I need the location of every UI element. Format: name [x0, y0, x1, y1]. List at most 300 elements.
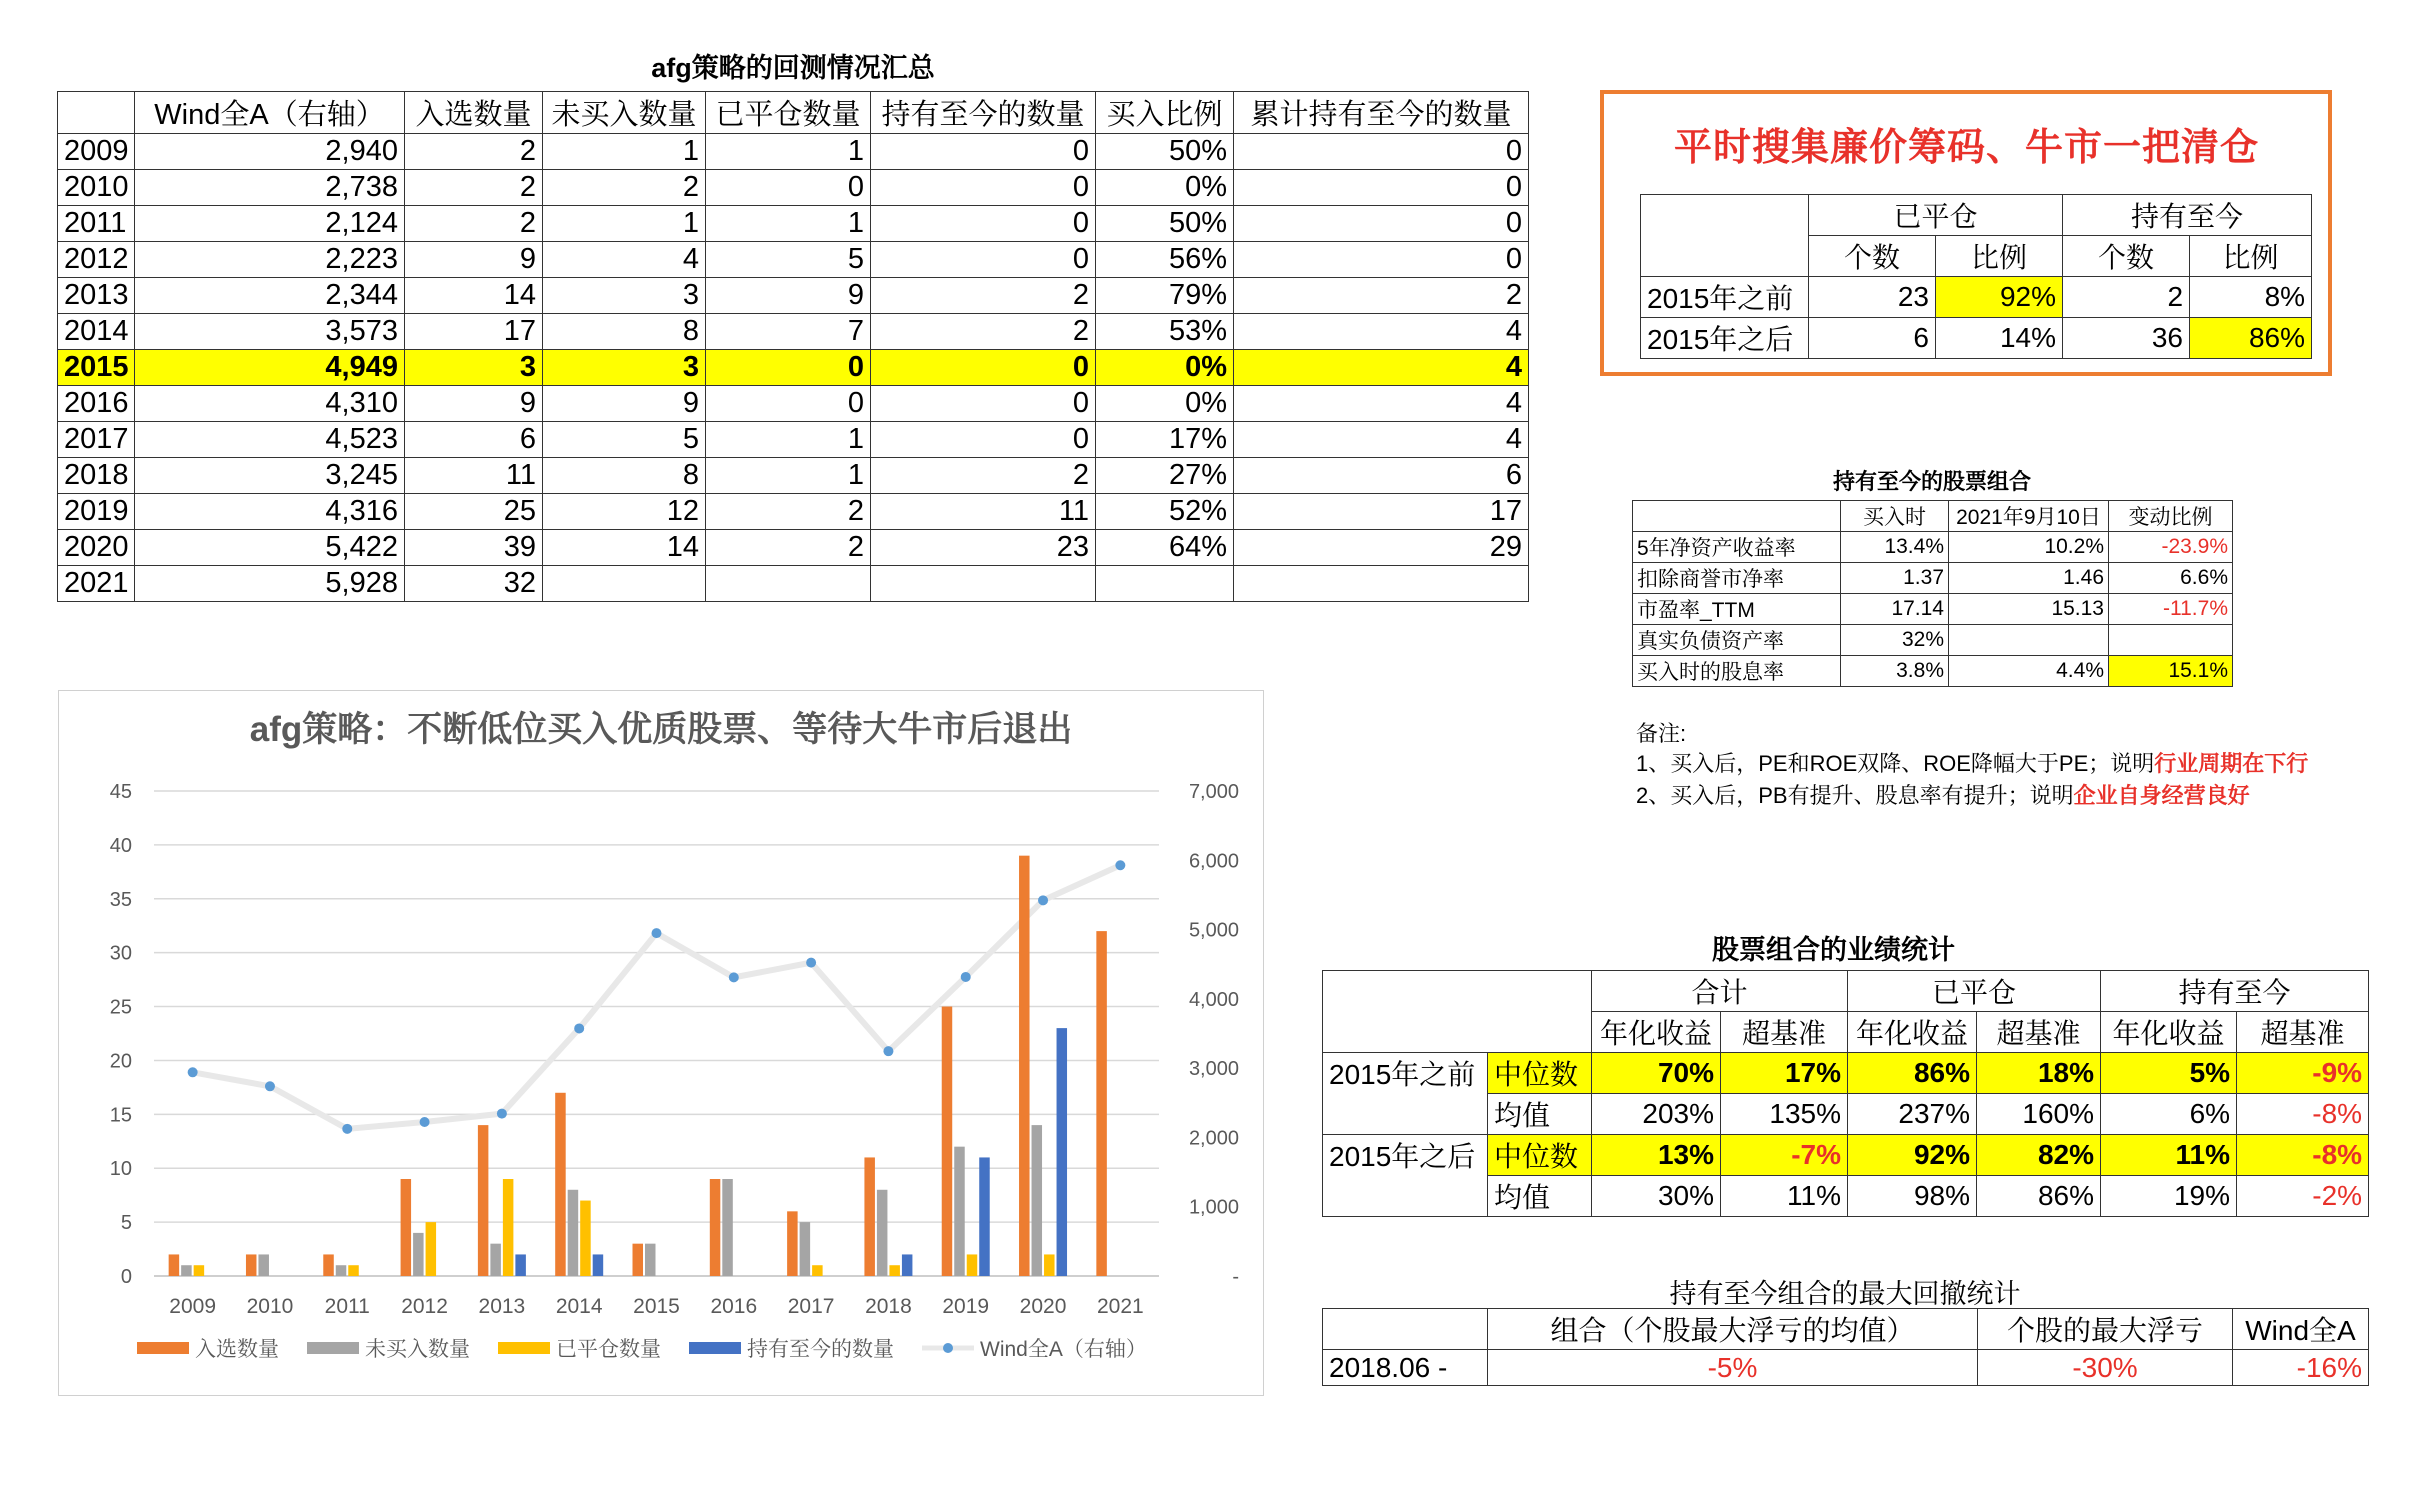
perf-period: 2015年之后: [1323, 1135, 1488, 1217]
x-tick-label: 2011: [324, 1295, 370, 1318]
table-cell: 32: [405, 566, 543, 602]
note-2-emphasis: 企业自身经营良好: [2073, 783, 2250, 808]
drawdown-header: Wind全A: [2233, 1309, 2369, 1350]
right-tick-label: 2,000: [1188, 1127, 1239, 1150]
bar-1: [710, 1179, 721, 1276]
drawdown-header: 组合（个股最大浮亏的均值）: [1488, 1309, 1978, 1350]
callout-title: 平时搜集廉价筹码、牛市一把清仓: [1674, 127, 2260, 169]
table-row: [58, 314, 1529, 350]
wind-point: [729, 972, 739, 982]
table-row: [58, 386, 1529, 422]
bar-3: [812, 1265, 823, 1276]
table-row: [1323, 1135, 2369, 1176]
table-cell: 4: [543, 242, 706, 278]
wind-line-series: [188, 860, 1126, 1134]
perf-cell: 17%: [1721, 1053, 1848, 1094]
table-row: [58, 422, 1529, 458]
holdings-row-label: 市盈率_TTM: [1633, 594, 1841, 625]
table-cell: 0: [706, 170, 871, 206]
holdings-cell: 13.4%: [1841, 532, 1949, 563]
main-table-header: 持有至今的数量: [871, 92, 1096, 134]
bar-1: [1096, 931, 1107, 1276]
callout-cell: 86%: [2190, 318, 2312, 359]
table-cell: 4: [1234, 386, 1529, 422]
table-cell: 1: [543, 134, 706, 170]
holdings-cell: 32%: [1841, 625, 1949, 656]
table-cell: 25: [405, 494, 543, 530]
table-cell: 1: [706, 422, 871, 458]
perf-group-total: 合计: [1592, 971, 1848, 1012]
table-row: [58, 458, 1529, 494]
bar-4: [979, 1157, 990, 1276]
wind-point: [1115, 860, 1125, 870]
bar-3: [348, 1265, 359, 1276]
table-cell: 2: [706, 530, 871, 566]
table-cell: 0: [871, 170, 1096, 206]
callout-cell: 8%: [2190, 277, 2312, 318]
table-row: [58, 206, 1529, 242]
table-cell: 5: [543, 422, 706, 458]
x-tick-label: 2010: [246, 1295, 294, 1318]
x-tick-label: 2020: [1019, 1295, 1067, 1318]
bar-2: [722, 1179, 733, 1276]
table-cell: 17%: [1096, 422, 1234, 458]
drawdown-cell: -16%: [2233, 1350, 2369, 1386]
table-cell: 3,245: [135, 458, 405, 494]
chart-svg: [59, 691, 1263, 1395]
table-row: [58, 170, 1529, 206]
perf-subheader: 年化收益: [1848, 1012, 1977, 1053]
table-row: [1323, 1053, 2369, 1094]
bar-3: [967, 1254, 978, 1276]
right-tick-label: 6,000: [1188, 850, 1239, 873]
drawdown-table: [1322, 1308, 2369, 1386]
note-line-1: [1636, 747, 2308, 778]
callout-subheader: 比例: [2190, 236, 2312, 277]
holdings-header: 2021年9月10日: [1949, 501, 2109, 532]
perf-stat-label: 中位数: [1488, 1053, 1592, 1094]
x-axis: [169, 1295, 1143, 1318]
callout-subheader: 个数: [1809, 236, 1936, 277]
bar-2: [336, 1265, 347, 1276]
legend-label: 已平仓数量: [556, 1338, 661, 1361]
perf-subheader: 超基准: [1721, 1012, 1848, 1053]
table-cell: 0: [871, 386, 1096, 422]
drawdown-cell: -30%: [1978, 1350, 2233, 1386]
table-cell: 39: [405, 530, 543, 566]
x-tick-label: 2013: [478, 1295, 526, 1318]
left-axis: [110, 781, 132, 1288]
wind-point: [1038, 895, 1048, 905]
holdings-header: 买入时: [1841, 501, 1949, 532]
perf-corner: [1323, 971, 1592, 1053]
callout-cell: 36: [2063, 318, 2190, 359]
drawdown-corner: [1323, 1309, 1488, 1350]
notes-heading: 备注:: [1636, 721, 1687, 746]
perf-period: 2015年之前: [1323, 1053, 1488, 1135]
drawdown-period: 2018.06 -: [1323, 1350, 1488, 1386]
left-tick-label: 5: [120, 1212, 132, 1235]
year-cell: 2014: [58, 314, 135, 350]
perf-subheader: 超基准: [2237, 1012, 2369, 1053]
callout-subheader: 比例: [1936, 236, 2063, 277]
bar-2: [568, 1190, 579, 1276]
x-tick-label: 2017: [787, 1295, 835, 1318]
bar-4: [593, 1254, 604, 1276]
table-cell: 2: [405, 134, 543, 170]
wind-point: [961, 972, 971, 982]
bar-3: [503, 1179, 514, 1276]
table-cell: 0: [706, 350, 871, 386]
x-tick-label: 2018: [865, 1295, 912, 1318]
callout-row-label: 2015年之前: [1641, 277, 1809, 318]
bar-1: [555, 1093, 566, 1276]
table-cell: 50%: [1096, 134, 1234, 170]
table-cell: 0%: [1096, 350, 1234, 386]
table-cell: 9: [405, 242, 543, 278]
bar-2: [181, 1265, 192, 1276]
holdings-corner: [1633, 501, 1841, 532]
table-cell: 27%: [1096, 458, 1234, 494]
wind-point: [806, 958, 816, 968]
right-axis: [1189, 781, 1239, 1288]
table-cell: 2,738: [135, 170, 405, 206]
bar-2: [413, 1233, 424, 1276]
drawdown-cell: -5%: [1488, 1350, 1978, 1386]
holdings-cell: 15.1%: [2109, 656, 2233, 687]
table-cell: 1: [706, 458, 871, 494]
bar-1: [787, 1211, 798, 1276]
table-cell: 50%: [1096, 206, 1234, 242]
bar-1: [633, 1244, 644, 1276]
table-cell: 0: [871, 134, 1096, 170]
year-cell: 2012: [58, 242, 135, 278]
right-tick-label: 7,000: [1188, 781, 1239, 803]
perf-cell: -9%: [2237, 1053, 2369, 1094]
table-row: [58, 134, 1529, 170]
table-row: [58, 242, 1529, 278]
left-tick-label: 20: [109, 1050, 132, 1073]
table-row: [58, 566, 1529, 602]
left-tick-label: 0: [120, 1266, 132, 1288]
table-cell: 2,344: [135, 278, 405, 314]
x-tick-label: 2015: [633, 1295, 680, 1318]
perf-cell: 135%: [1721, 1094, 1848, 1135]
chart-title: afg策略：不断低位买入优质股票、等待大牛市后退出: [249, 710, 1073, 749]
perf-cell: 98%: [1848, 1176, 1977, 1217]
holdings-cell: 1.46: [1949, 563, 2109, 594]
left-tick-label: 45: [109, 781, 132, 803]
holdings-cell: 4.4%: [1949, 656, 2109, 687]
perf-stat-label: 均值: [1488, 1094, 1592, 1135]
table-cell: [871, 566, 1096, 602]
perf-group-closed: 已平仓: [1848, 971, 2101, 1012]
table-row: [58, 494, 1529, 530]
wind-point: [188, 1067, 198, 1077]
main-table-header: 买入比例: [1096, 92, 1234, 134]
callout-corner: [1641, 195, 1809, 277]
table-cell: 3,573: [135, 314, 405, 350]
callout-box: [1600, 90, 2332, 376]
table-cell: 2,124: [135, 206, 405, 242]
table-cell: 9: [405, 386, 543, 422]
legend-swatch: [498, 1342, 550, 1354]
table-cell: 2: [405, 206, 543, 242]
bar-2: [877, 1190, 888, 1276]
main-table-header: Wind全A（右轴）: [135, 92, 405, 134]
table-cell: 2: [871, 458, 1096, 494]
main-table-header: 已平仓数量: [706, 92, 871, 134]
table-cell: 79%: [1096, 278, 1234, 314]
bar-1: [323, 1254, 334, 1276]
table-cell: 4: [1234, 314, 1529, 350]
left-tick-label: 25: [109, 996, 132, 1019]
left-tick-label: 35: [109, 888, 132, 911]
table-cell: 4: [1234, 350, 1529, 386]
table-cell: 7: [706, 314, 871, 350]
bar-series: [169, 856, 1107, 1276]
perf-cell: 237%: [1848, 1094, 1977, 1135]
year-cell: 2013: [58, 278, 135, 314]
perf-cell: -2%: [2237, 1176, 2369, 1217]
holdings-cell: 6.6%: [2109, 563, 2233, 594]
bar-2: [954, 1147, 965, 1276]
year-cell: 2015: [58, 350, 135, 386]
performance-title: 股票组合的业绩统计: [1712, 935, 1955, 965]
bar-3: [1044, 1254, 1055, 1276]
bar-1: [942, 1007, 953, 1276]
perf-cell: 18%: [1977, 1053, 2101, 1094]
year-cell: 2009: [58, 134, 135, 170]
callout-row-label: 2015年之后: [1641, 318, 1809, 359]
table-cell: 14: [405, 278, 543, 314]
perf-group-holding: 持有至今: [2101, 971, 2369, 1012]
perf-cell: 82%: [1977, 1135, 2101, 1176]
bar-1: [864, 1157, 875, 1276]
table-cell: 0: [871, 350, 1096, 386]
holdings-cell: 1.37: [1841, 563, 1949, 594]
callout-group-holding: 持有至今: [2063, 195, 2312, 236]
callout-table: [1640, 194, 2312, 359]
table-cell: 8: [543, 314, 706, 350]
wind-point: [883, 1046, 893, 1056]
table-cell: 64%: [1096, 530, 1234, 566]
table-cell: 2,940: [135, 134, 405, 170]
x-tick-label: 2016: [710, 1295, 758, 1318]
backtest-summary-table: [57, 91, 1529, 602]
holdings-row-label: 真实负债资产率: [1633, 625, 1841, 656]
holdings-header: 变动比例: [2109, 501, 2233, 532]
bar-4: [902, 1254, 913, 1276]
year-cell: 2010: [58, 170, 135, 206]
table-cell: 12: [543, 494, 706, 530]
chart-gridlines: [154, 791, 1159, 1276]
wind-point: [574, 1023, 584, 1033]
bar-3: [889, 1265, 900, 1276]
right-tick-label: 4,000: [1188, 988, 1239, 1011]
wind-point: [652, 928, 662, 938]
bar-4: [515, 1254, 526, 1276]
table-cell: 53%: [1096, 314, 1234, 350]
holdings-cell: 15.13: [1949, 594, 2109, 625]
bar-3: [194, 1265, 205, 1276]
table-cell: [706, 566, 871, 602]
perf-cell: -8%: [2237, 1094, 2369, 1135]
note-1-text: 1、买入后，PE和ROE双降、ROE降幅大于PE；说明: [1636, 751, 2155, 776]
callout-cell: 92%: [1936, 277, 2063, 318]
legend-swatch: [137, 1342, 189, 1354]
bar-1: [1019, 856, 1030, 1276]
table-cell: 1: [706, 134, 871, 170]
perf-cell: 203%: [1592, 1094, 1721, 1135]
perf-cell: 86%: [1977, 1176, 2101, 1217]
perf-subheader: 年化收益: [1592, 1012, 1721, 1053]
bar-3: [580, 1201, 591, 1276]
holdings-cell: -23.9%: [2109, 532, 2233, 563]
strategy-chart: [58, 690, 1264, 1396]
table-cell: 4,523: [135, 422, 405, 458]
table-cell: 3: [405, 350, 543, 386]
holdings-title: 持有至今的股票组合: [1832, 469, 2031, 494]
table-cell: 4,310: [135, 386, 405, 422]
table-cell: 23: [871, 530, 1096, 566]
perf-cell: 5%: [2101, 1053, 2237, 1094]
perf-cell: -7%: [1721, 1135, 1848, 1176]
year-cell: 2011: [58, 206, 135, 242]
legend-label: 未买入数量: [365, 1338, 470, 1361]
performance-table: [1322, 970, 2369, 1217]
bar-1: [401, 1179, 412, 1276]
table-cell: 0: [706, 386, 871, 422]
table-cell: 1: [543, 206, 706, 242]
bar-4: [1057, 1028, 1068, 1276]
x-tick-label: 2014: [555, 1295, 603, 1318]
table-cell: 0: [1234, 170, 1529, 206]
holdings-cell: -11.7%: [2109, 594, 2233, 625]
year-cell: 2017: [58, 422, 135, 458]
table-cell: 4,949: [135, 350, 405, 386]
perf-cell: 70%: [1592, 1053, 1721, 1094]
table-cell: 2: [706, 494, 871, 530]
bar-2: [800, 1222, 811, 1276]
x-tick-label: 2021: [1096, 1295, 1144, 1318]
table-cell: 3: [543, 278, 706, 314]
right-tick-label: 3,000: [1188, 1058, 1239, 1081]
year-cell: 2018: [58, 458, 135, 494]
x-tick-label: 2009: [169, 1295, 217, 1318]
table-cell: 11: [405, 458, 543, 494]
year-cell: 2016: [58, 386, 135, 422]
table-cell: [1234, 566, 1529, 602]
holdings-cell: 17.14: [1841, 594, 1949, 625]
right-tick-label: 5,000: [1188, 919, 1239, 942]
legend-label: 入选数量: [195, 1338, 279, 1361]
legend-swatch: [307, 1342, 359, 1354]
table-cell: 5,928: [135, 566, 405, 602]
bar-2: [645, 1244, 656, 1276]
table-cell: 17: [1234, 494, 1529, 530]
bar-3: [426, 1222, 437, 1276]
table-cell: 9: [543, 386, 706, 422]
perf-cell: 11%: [1721, 1176, 1848, 1217]
table-cell: 2: [1234, 278, 1529, 314]
perf-cell: 19%: [2101, 1176, 2237, 1217]
chart-legend: [137, 1338, 1147, 1361]
table-cell: 14: [543, 530, 706, 566]
table-cell: 1: [706, 206, 871, 242]
table-cell: 0: [871, 242, 1096, 278]
table-cell: 5: [706, 242, 871, 278]
table-cell: 5,422: [135, 530, 405, 566]
bar-2: [258, 1254, 269, 1276]
left-tick-label: 15: [109, 1104, 132, 1127]
table-cell: 9: [706, 278, 871, 314]
left-tick-label: 30: [109, 942, 132, 965]
table-cell: 0%: [1096, 386, 1234, 422]
year-cell: 2021: [58, 566, 135, 602]
note-2-text: 2、买入后，PB有提升、股息率有提升；说明: [1636, 783, 2074, 808]
table-cell: 2,223: [135, 242, 405, 278]
perf-stat-label: 均值: [1488, 1176, 1592, 1217]
table-cell: 0: [1234, 242, 1529, 278]
table-cell: 0: [1234, 134, 1529, 170]
wind-point: [265, 1081, 275, 1091]
table-cell: 6: [405, 422, 543, 458]
table-cell: 11: [871, 494, 1096, 530]
perf-cell: 11%: [2101, 1135, 2237, 1176]
legend-swatch: [689, 1342, 741, 1354]
note-line-2: [1636, 779, 2250, 810]
perf-cell: 160%: [1977, 1094, 2101, 1135]
bar-2: [490, 1244, 501, 1276]
callout-subheader: 个数: [2063, 236, 2190, 277]
holdings-cell: 10.2%: [1949, 532, 2109, 563]
callout-group-closed: 已平仓: [1809, 195, 2063, 236]
table-cell: 4,316: [135, 494, 405, 530]
year-cell: 2019: [58, 494, 135, 530]
wind-line: [193, 865, 1121, 1129]
main-table-title: afg策略的回测情况汇总: [651, 53, 935, 83]
perf-cell: 86%: [1848, 1053, 1977, 1094]
table-cell: 29: [1234, 530, 1529, 566]
table-cell: 2: [871, 278, 1096, 314]
table-cell: 6: [1234, 458, 1529, 494]
holdings-row-label: 5年净资产收益率: [1633, 532, 1841, 563]
table-cell: 3: [543, 350, 706, 386]
wind-point: [342, 1124, 352, 1134]
left-tick-label: 10: [109, 1158, 132, 1181]
left-tick-label: 40: [109, 834, 132, 857]
right-tick-label: 1,000: [1188, 1196, 1239, 1219]
drawdown-header: 个股的最大浮亏: [1978, 1309, 2233, 1350]
x-tick-label: 2012: [401, 1295, 448, 1318]
perf-cell: 92%: [1848, 1135, 1977, 1176]
holdings-row-label: 扣除商誉市净率: [1633, 563, 1841, 594]
holdings-row-label: 买入时的股息率: [1633, 656, 1841, 687]
table-cell: 17: [405, 314, 543, 350]
table-cell: 2: [871, 314, 1096, 350]
table-row: [58, 530, 1529, 566]
main-table-header: 入选数量: [405, 92, 543, 134]
legend-label: Wind全A（右轴）: [980, 1338, 1147, 1361]
callout-cell: 14%: [1936, 318, 2063, 359]
main-table-corner: [58, 92, 135, 134]
table-cell: [543, 566, 706, 602]
callout-cell: 6: [1809, 318, 1936, 359]
table-cell: [1096, 566, 1234, 602]
table-cell: 4: [1234, 422, 1529, 458]
holdings-cell: [1949, 625, 2109, 656]
